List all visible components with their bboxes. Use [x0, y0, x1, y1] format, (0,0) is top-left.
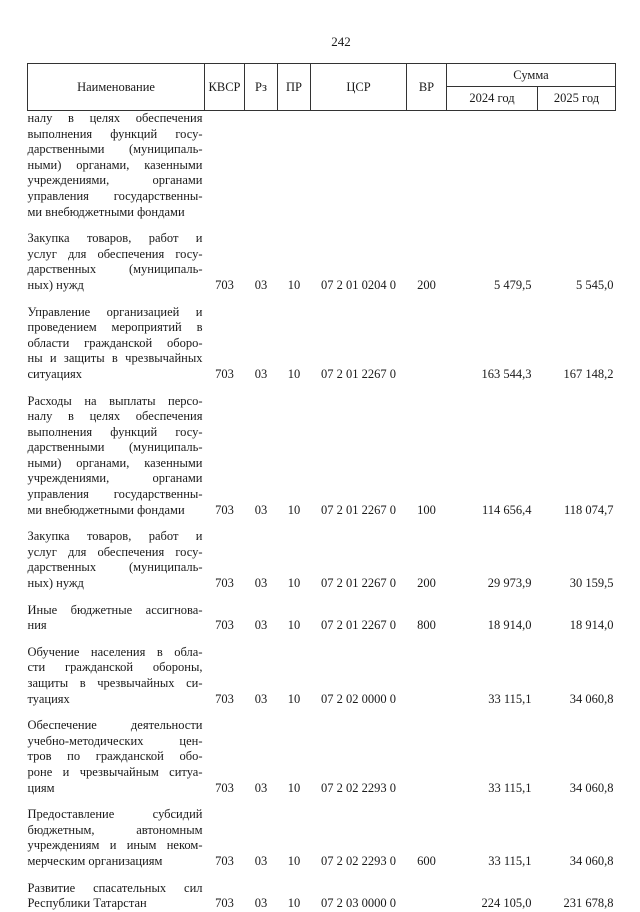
row-kvsr	[205, 111, 245, 221]
row-name	[28, 634, 205, 707]
row-vr: 200	[417, 576, 436, 591]
row-name-line: Управление организацией и	[27, 304, 203, 319]
row-rz: 03	[254, 277, 268, 292]
row-pr: 10	[287, 502, 301, 517]
row-vr	[407, 294, 447, 383]
row-name-line: Закупка товаров, работ и	[27, 529, 203, 544]
row-name-line: учреждениям и иным неком-	[27, 838, 203, 853]
row-name-line: ных) нужд	[27, 277, 84, 292]
row-kvsr: 703	[215, 366, 234, 381]
budget-table	[27, 63, 616, 912]
table-row	[28, 707, 616, 796]
table-row	[28, 634, 616, 707]
row-amount-2025: 5 545,0	[576, 277, 614, 292]
row-pr: 10	[287, 853, 301, 868]
page-number: 242	[331, 34, 351, 49]
row-vr: 800	[417, 618, 436, 633]
row-name-line: области гражданской оборо-	[27, 335, 203, 350]
row-amount-2025: 167 148,2	[563, 366, 614, 381]
row-amount-2024: 33 115,1	[488, 691, 532, 706]
row-name-line: ными) органами, казенными	[27, 157, 203, 172]
row-amount-2024: 224 105,0	[481, 896, 532, 911]
row-csr: 07 2 03 0000 0	[321, 896, 396, 911]
row-name-line: дарственными (муниципаль-	[27, 142, 203, 157]
table-header	[28, 64, 616, 111]
row-pr: 10	[287, 576, 301, 591]
row-vr	[407, 111, 447, 221]
row-name-line: Закупка товаров, работ и	[27, 231, 203, 246]
row-pr: 10	[287, 277, 301, 292]
table-row	[28, 870, 616, 912]
row-vr: 600	[417, 853, 436, 868]
row-csr: 07 2 01 2267 0	[321, 618, 396, 633]
header-year-2025: 2025 год	[538, 87, 616, 111]
row-kvsr: 703	[215, 277, 234, 292]
row-name-line: туациях	[27, 691, 70, 706]
row-rz: 03	[254, 896, 268, 911]
row-name-line: выполнения функций госу-	[27, 126, 203, 141]
row-csr	[311, 111, 407, 221]
row-name	[28, 796, 205, 869]
row-vr: 200	[417, 277, 436, 292]
row-name	[28, 294, 205, 383]
row-name	[28, 707, 205, 796]
row-amount-2025: 18 914,0	[569, 618, 614, 633]
row-amount-2025: 34 060,8	[569, 853, 614, 868]
row-rz: 03	[254, 691, 268, 706]
row-name-line: дарственных (муниципаль-	[27, 560, 203, 575]
row-csr: 07 2 01 2267 0	[321, 576, 396, 591]
row-rz: 03	[254, 853, 268, 868]
row-amount-2024: 33 115,1	[488, 780, 532, 795]
row-amount-2024: 29 973,9	[487, 576, 532, 591]
row-name-line: ситуациях	[27, 366, 83, 381]
row-name-line: сти гражданской обороны,	[27, 660, 203, 675]
row-csr: 07 2 02 2293 0	[321, 780, 396, 795]
row-csr: 07 2 02 0000 0	[321, 691, 396, 706]
row-kvsr: 703	[215, 576, 234, 591]
row-amount-2024: 33 115,1	[488, 853, 532, 868]
row-name-line: защиты в чрезвычайных си-	[27, 676, 203, 690]
row-name-line: ми внебюджетными фондами	[27, 204, 185, 219]
row-name-line: налу в целях обеспечения	[27, 409, 203, 424]
table-row	[28, 111, 616, 221]
row-name-line: Расходы на выплаты персо-	[27, 393, 203, 408]
row-csr: 07 2 01 2267 0	[321, 502, 396, 517]
table-row	[28, 518, 616, 591]
header-rz: Рз	[245, 64, 278, 111]
row-name-line: налу в целях обеспечения	[27, 111, 203, 125]
row-name-line: дарственными (муниципаль-	[27, 440, 203, 455]
row-kvsr: 703	[215, 780, 234, 795]
row-pr: 10	[287, 618, 301, 633]
row-name-line: учебно-методических цен-	[27, 733, 203, 748]
row-name-line: учреждениями, органами	[27, 173, 203, 188]
row-name-line: циям	[27, 780, 55, 795]
row-name-line: мерческим организациям	[27, 853, 163, 868]
table-row	[28, 592, 616, 634]
row-name-line: Развитие спасательных сил	[27, 880, 203, 895]
row-name-line: ными) органами, казенными	[27, 455, 203, 470]
row-vr	[407, 870, 447, 912]
table-row	[28, 796, 616, 869]
header-year-2024: 2024 год	[447, 87, 538, 111]
row-name	[28, 518, 205, 591]
row-name-line: управления государственны-	[27, 487, 203, 502]
row-name-line: управления государственны-	[27, 188, 203, 203]
row-vr: 100	[417, 502, 436, 517]
table-row	[28, 383, 616, 519]
row-amount-2024: 18 914,0	[487, 618, 532, 633]
header-kvsr: КВСР	[205, 64, 245, 111]
row-rz: 03	[254, 366, 268, 381]
row-vr	[407, 634, 447, 707]
row-rz: 03	[254, 502, 268, 517]
row-kvsr: 703	[215, 691, 234, 706]
row-name-line: ны и защиты в чрезвычайных	[27, 351, 203, 366]
row-name-line: проведением мероприятий в	[27, 320, 203, 335]
row-name-line: услуг для обеспечения госу-	[27, 246, 203, 261]
row-name	[28, 870, 205, 912]
row-name-line: выполнения функций госу-	[27, 424, 203, 439]
row-pr	[278, 111, 311, 221]
row-name-line: Обеспечение деятельности	[27, 718, 203, 733]
row-name-line: ми внебюджетными фондами	[27, 502, 185, 517]
row-kvsr: 703	[215, 853, 234, 868]
row-csr: 07 2 01 0204 0	[321, 277, 396, 292]
row-name	[28, 383, 205, 519]
header-vr: ВР	[407, 64, 447, 111]
row-amount-2025: 30 159,5	[569, 576, 614, 591]
row-kvsr: 703	[215, 618, 234, 633]
row-rz: 03	[254, 780, 268, 795]
row-amount-2025	[538, 111, 616, 221]
row-name-line: дарственных (муниципаль-	[27, 262, 203, 277]
row-pr: 10	[287, 691, 301, 706]
row-name-line: ных) нужд	[27, 576, 84, 591]
row-pr: 10	[287, 366, 301, 381]
row-name-line: услуг для обеспечения госу-	[27, 544, 203, 559]
row-name-line: бюджетным, автономным	[27, 822, 203, 837]
row-amount-2025: 231 678,8	[563, 896, 614, 911]
row-rz	[245, 111, 278, 221]
header-pr: ПР	[278, 64, 311, 111]
row-name-line: Обучение населения в обла-	[27, 644, 203, 659]
row-vr	[407, 707, 447, 796]
row-kvsr: 703	[215, 502, 234, 517]
header-sum: Сумма	[447, 64, 616, 87]
table-body	[28, 111, 616, 912]
row-amount-2024: 163 544,3	[481, 366, 532, 381]
row-csr: 07 2 01 2267 0	[321, 366, 396, 381]
row-amount-2024: 114 656,4	[481, 502, 532, 517]
row-amount-2024: 5 479,5	[494, 277, 532, 292]
row-name	[28, 592, 205, 634]
row-name-line: Иные бюджетные ассигнова-	[27, 602, 203, 617]
row-rz: 03	[254, 618, 268, 633]
row-rz: 03	[254, 576, 268, 591]
row-pr: 10	[287, 780, 301, 795]
row-name	[28, 220, 205, 293]
row-amount-2025: 34 060,8	[569, 691, 614, 706]
row-name-line: Республики Татарстан	[27, 896, 147, 911]
row-name-line: роне и чрезвычайным ситуа-	[27, 764, 203, 779]
table-row	[28, 294, 616, 383]
row-name-line: тров по гражданской обо-	[27, 749, 203, 764]
header-name: Наименование	[28, 64, 205, 111]
row-name	[28, 111, 205, 221]
row-csr: 07 2 02 2293 0	[321, 853, 396, 868]
row-amount-2024	[447, 111, 538, 221]
row-name-line: ния	[27, 618, 47, 633]
table-row	[28, 220, 616, 293]
row-name-line: Предоставление субсидий	[27, 807, 203, 822]
row-name-line: учреждениями, органами	[27, 471, 203, 486]
row-amount-2025: 34 060,8	[569, 780, 614, 795]
row-amount-2025: 118 074,7	[563, 502, 614, 517]
header-csr: ЦСР	[311, 64, 407, 111]
row-pr: 10	[287, 896, 301, 911]
row-kvsr: 703	[215, 896, 234, 911]
